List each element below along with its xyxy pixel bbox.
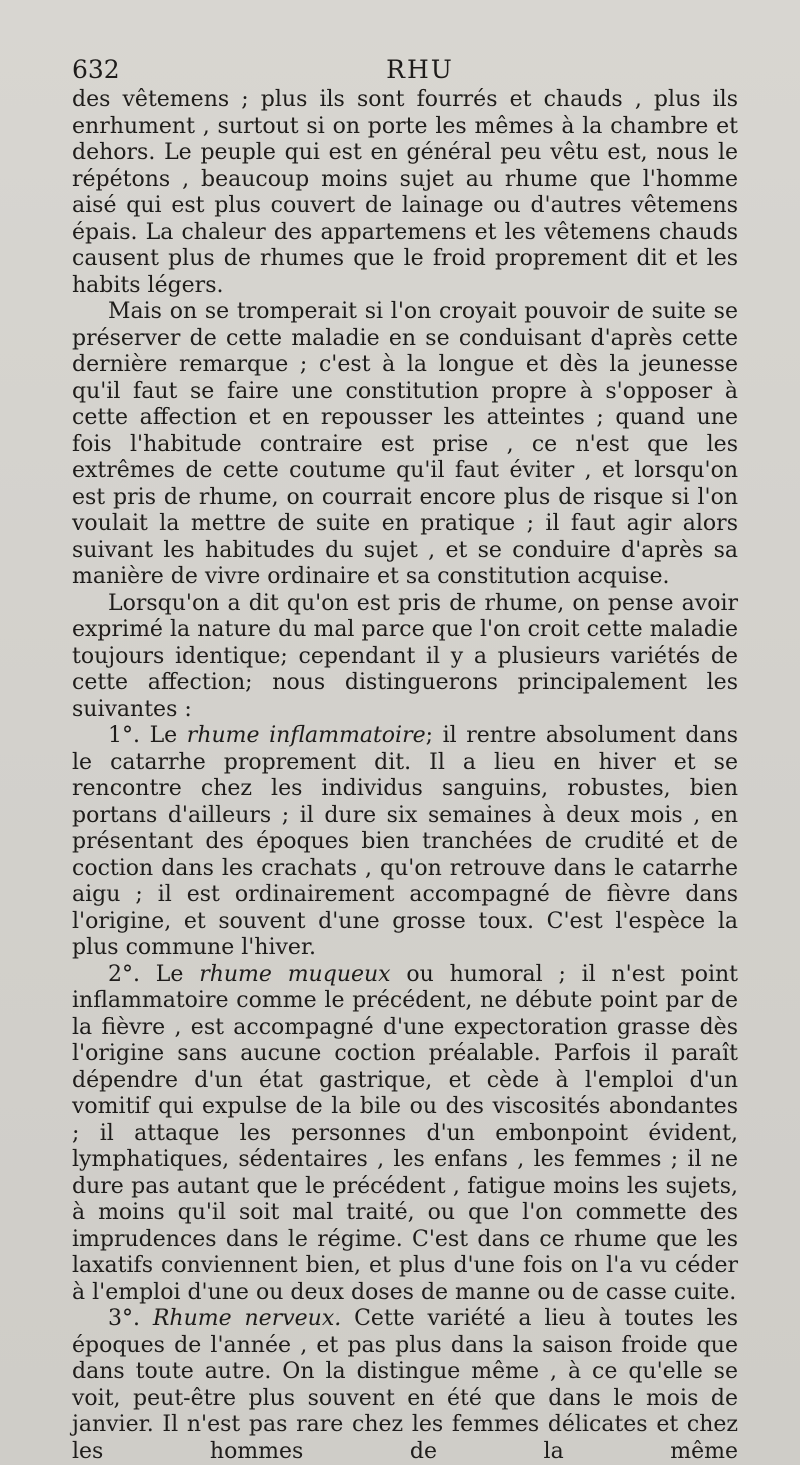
paragraph: Mais on se tromperait si l'on croyait pouvoir de suite se préserver de cette maladie en se conduisant d'après cette dernière remarque ; c'est à la longue et dès la jeunesse qu'il faut se faire une constitution propre à s'opposer à cette affection et en repousser les atteintes ; quand une fois l'habitude contraire est prise , ce n'est que les extrêmes de cette coutume qu'il faut éviter , et lorsqu'on est pris de rhume, on courrait encore plus de risque si l'on voulait la mettre de suite en pratique ; il faut agir alors suivant les habitudes du sujet , et se conduire d'après sa manière de vivre ordinaire et sa constitution acquise.	[72, 299, 738, 589]
paragraph-text: Cette variété a lieu à toutes les époques de l'année , et pas plus dans la saison froide que dans toute autre. On la distingue même , à ce qu'elle se voit, peut-être plus souvent en été que dans le mois de janvier. Il n'est pas rare chez les femmes délicates et chez les hommes de la même	[72, 1306, 739, 1464]
paragraph-numbered	[72, 962, 738, 1307]
page-body	[72, 87, 738, 1465]
paragraph-lead: 2°. Le	[108, 961, 200, 987]
running-head: RHU	[386, 55, 454, 84]
paragraph-italic-term: Rhume nerveux.	[152, 1306, 342, 1331]
paragraph-lead: 1°. Le	[108, 723, 187, 748]
paragraph-text: ; il rentre absolument dans le catarrhe proprement dit. Il a lieu en hiver et se rencontre chez les individus sanguins, robustes, bien portans d'ailleurs ; il dure six semaines à deux mois , en présentant des époques bien tranchées de crudité et de coction dans les crachats , qu'on retrouve dans le catarrhe aigu ; il est ordinairement accompagné de fièvre dans l'origine, et souvent d'une grosse toux. C'est l'espèce la plus commune l'hiver.	[72, 723, 738, 960]
paragraph: Lorsqu'on a dit qu'on est pris de rhume, on pense avoir exprimé la nature du mal parce que l'on croit cette maladie toujours identique; cependant il y a plusieurs variétés de cette affection; nous distinguerons principalement les suivantes :	[72, 590, 738, 722]
paragraph-italic-term: rhume inflammatoire	[186, 723, 426, 748]
paragraph-continuation: des vêtemens ; plus ils sont fourrés et chauds , plus ils enrhument , surtout si on porte les mêmes à la chambre et dehors. Le peuple qui est en général peu vêtu est, nous le répétons , beaucoup moins sujet au rhume que l'homme aisé qui est plus couvert de lainage ou d'autres vêtemens épais. La chaleur des appartemens et les vêtemens chauds causent plus de rhumes que le froid proprement dit et les habits légers.	[72, 87, 738, 298]
paragraph-numbered	[72, 723, 738, 962]
page-number: 632	[72, 55, 120, 84]
paragraph-italic-term: rhume muqueux	[199, 961, 391, 987]
page-header	[72, 55, 738, 89]
paragraph-numbered	[72, 1306, 738, 1465]
paragraph-text: ou humoral ; il n'est point inflammatoire comme le précédent, ne débute point par de la fièvre , est accompagné d'une expectoration grasse dès l'origine sans aucune coction préalable. Parfois il paraît dépendre d'un état gastrique, et cède à l'emploi d'un vomitif qui expulse de la bile ou des viscosités abondantes ; il attaque les personnes d'un embonpoint évident, lymphatiques, sédentaires , les enfans , les femmes ; il ne dure pas autant que le précédent , fatigue moins les sujets, à moins qu'il soit mal traité, ou que l'on commette des imprudences dans le régime. C'est dans ce rhume que les laxatifs conviennent bien, et plus d'une fois on l'a vu céder à l'emploi d'une ou deux doses de manne ou de casse cuite.	[72, 961, 739, 1305]
paragraph-lead: 3°.	[108, 1306, 153, 1331]
